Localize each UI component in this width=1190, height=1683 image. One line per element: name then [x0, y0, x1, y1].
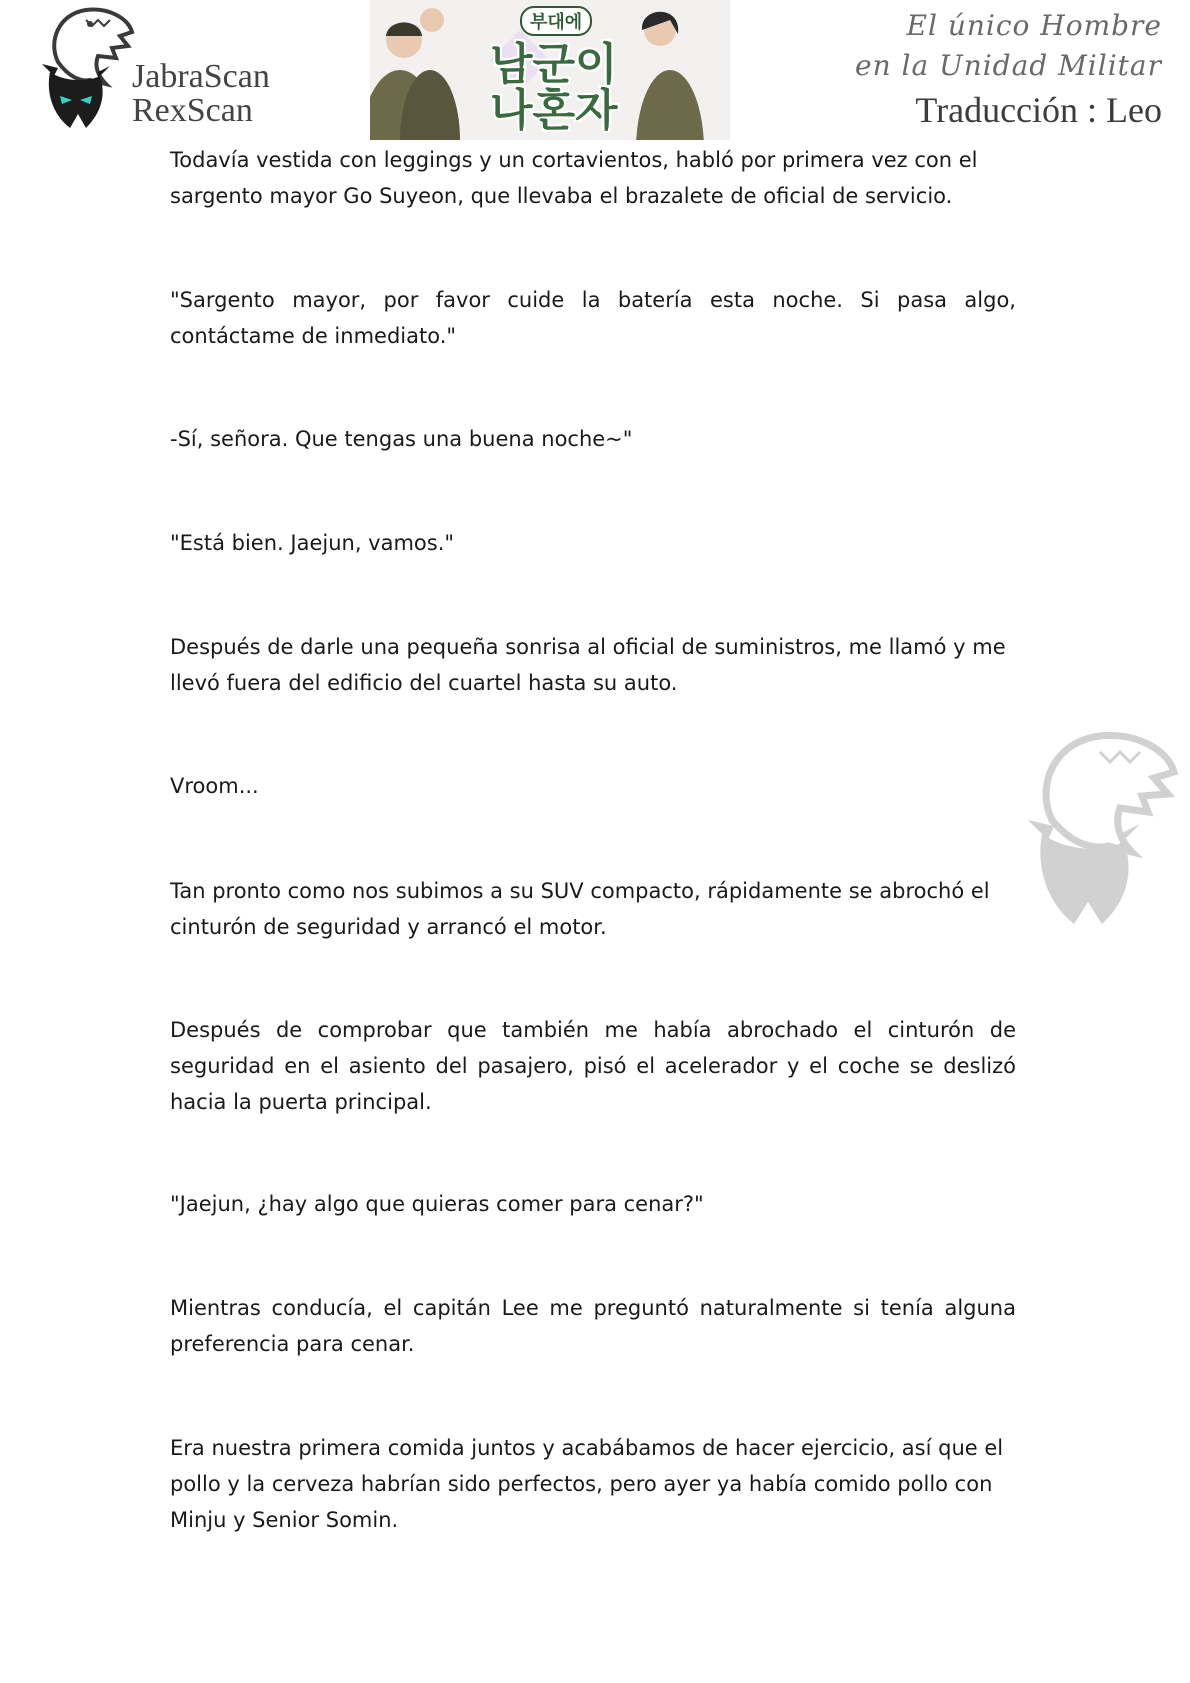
page-header: [0, 0, 1190, 140]
paragraph: "Sargento mayor, por favor cuide la batería esta noche. Si pasa algo, contáctame de inmediato.": [170, 288, 1016, 348]
series-title-line-2: en la Unidad Militar: [855, 49, 1162, 82]
paragraph: Tan pronto como nos subimos a su SUV compacto, rápidamente se abrochó el cinturón de seguridad y arrancó el motor.: [170, 879, 990, 939]
brand-line-2: RexScan: [132, 92, 253, 129]
paragraph: Vroom...: [170, 774, 259, 798]
paragraph: "Jaejun, ¿hay algo que quieras comer para cenar?": [170, 1192, 704, 1216]
series-title-line-1: El único Hombre: [906, 9, 1162, 42]
paragraph: Era nuestra primera comida juntos y acabábamos de hacer ejercicio, así que el pollo y la cerveza habrían sido perfectos, pero ayer ya había comido pollo con Minju y Senior Somin.: [170, 1436, 1004, 1532]
brand-line-1: JabraScan: [132, 58, 270, 95]
paragraph: Mientras conducía, el capitán Lee me preguntó naturalmente si tenía alguna preferencia para cenar.: [170, 1296, 1016, 1356]
cover-badge: 부대에: [520, 6, 592, 36]
series-cover-art: [370, 0, 730, 140]
cover-title-line-2: 나혼자: [490, 85, 618, 136]
dinosaur-watermark-icon: [1012, 724, 1182, 944]
paragraph: Todavía vestida con leggings y un cortavientos, habló por primera vez con el sargento mayor Go Suyeon, que llevaba el brazalete de oficial de servicio.: [170, 148, 978, 208]
cover-title-line-1: 남군이: [490, 39, 618, 90]
paragraph: Después de comprobar que también me había abrochado el cinturón de seguridad en el asiento del pasajero, pisó el acelerador y el coche se deslizó hacia la puerta principal.: [170, 1018, 1016, 1114]
paragraph: "Está bien. Jaejun, vamos.": [170, 531, 455, 555]
translation-credit: Traducción : Leo: [915, 90, 1162, 130]
scan-group-brand: [132, 60, 270, 128]
paragraph: Después de darle una pequeña sonrisa al oficial de suministros, me llamó y me llevó fuera del edificio del cuartel hasta su auto.: [170, 635, 1006, 695]
dinosaur-logo-icon: [28, 2, 138, 134]
paragraph: -Sí, señora. Que tengas una buena noche~": [170, 427, 633, 451]
cover-title: [490, 39, 618, 136]
series-title-block: [855, 6, 1162, 132]
